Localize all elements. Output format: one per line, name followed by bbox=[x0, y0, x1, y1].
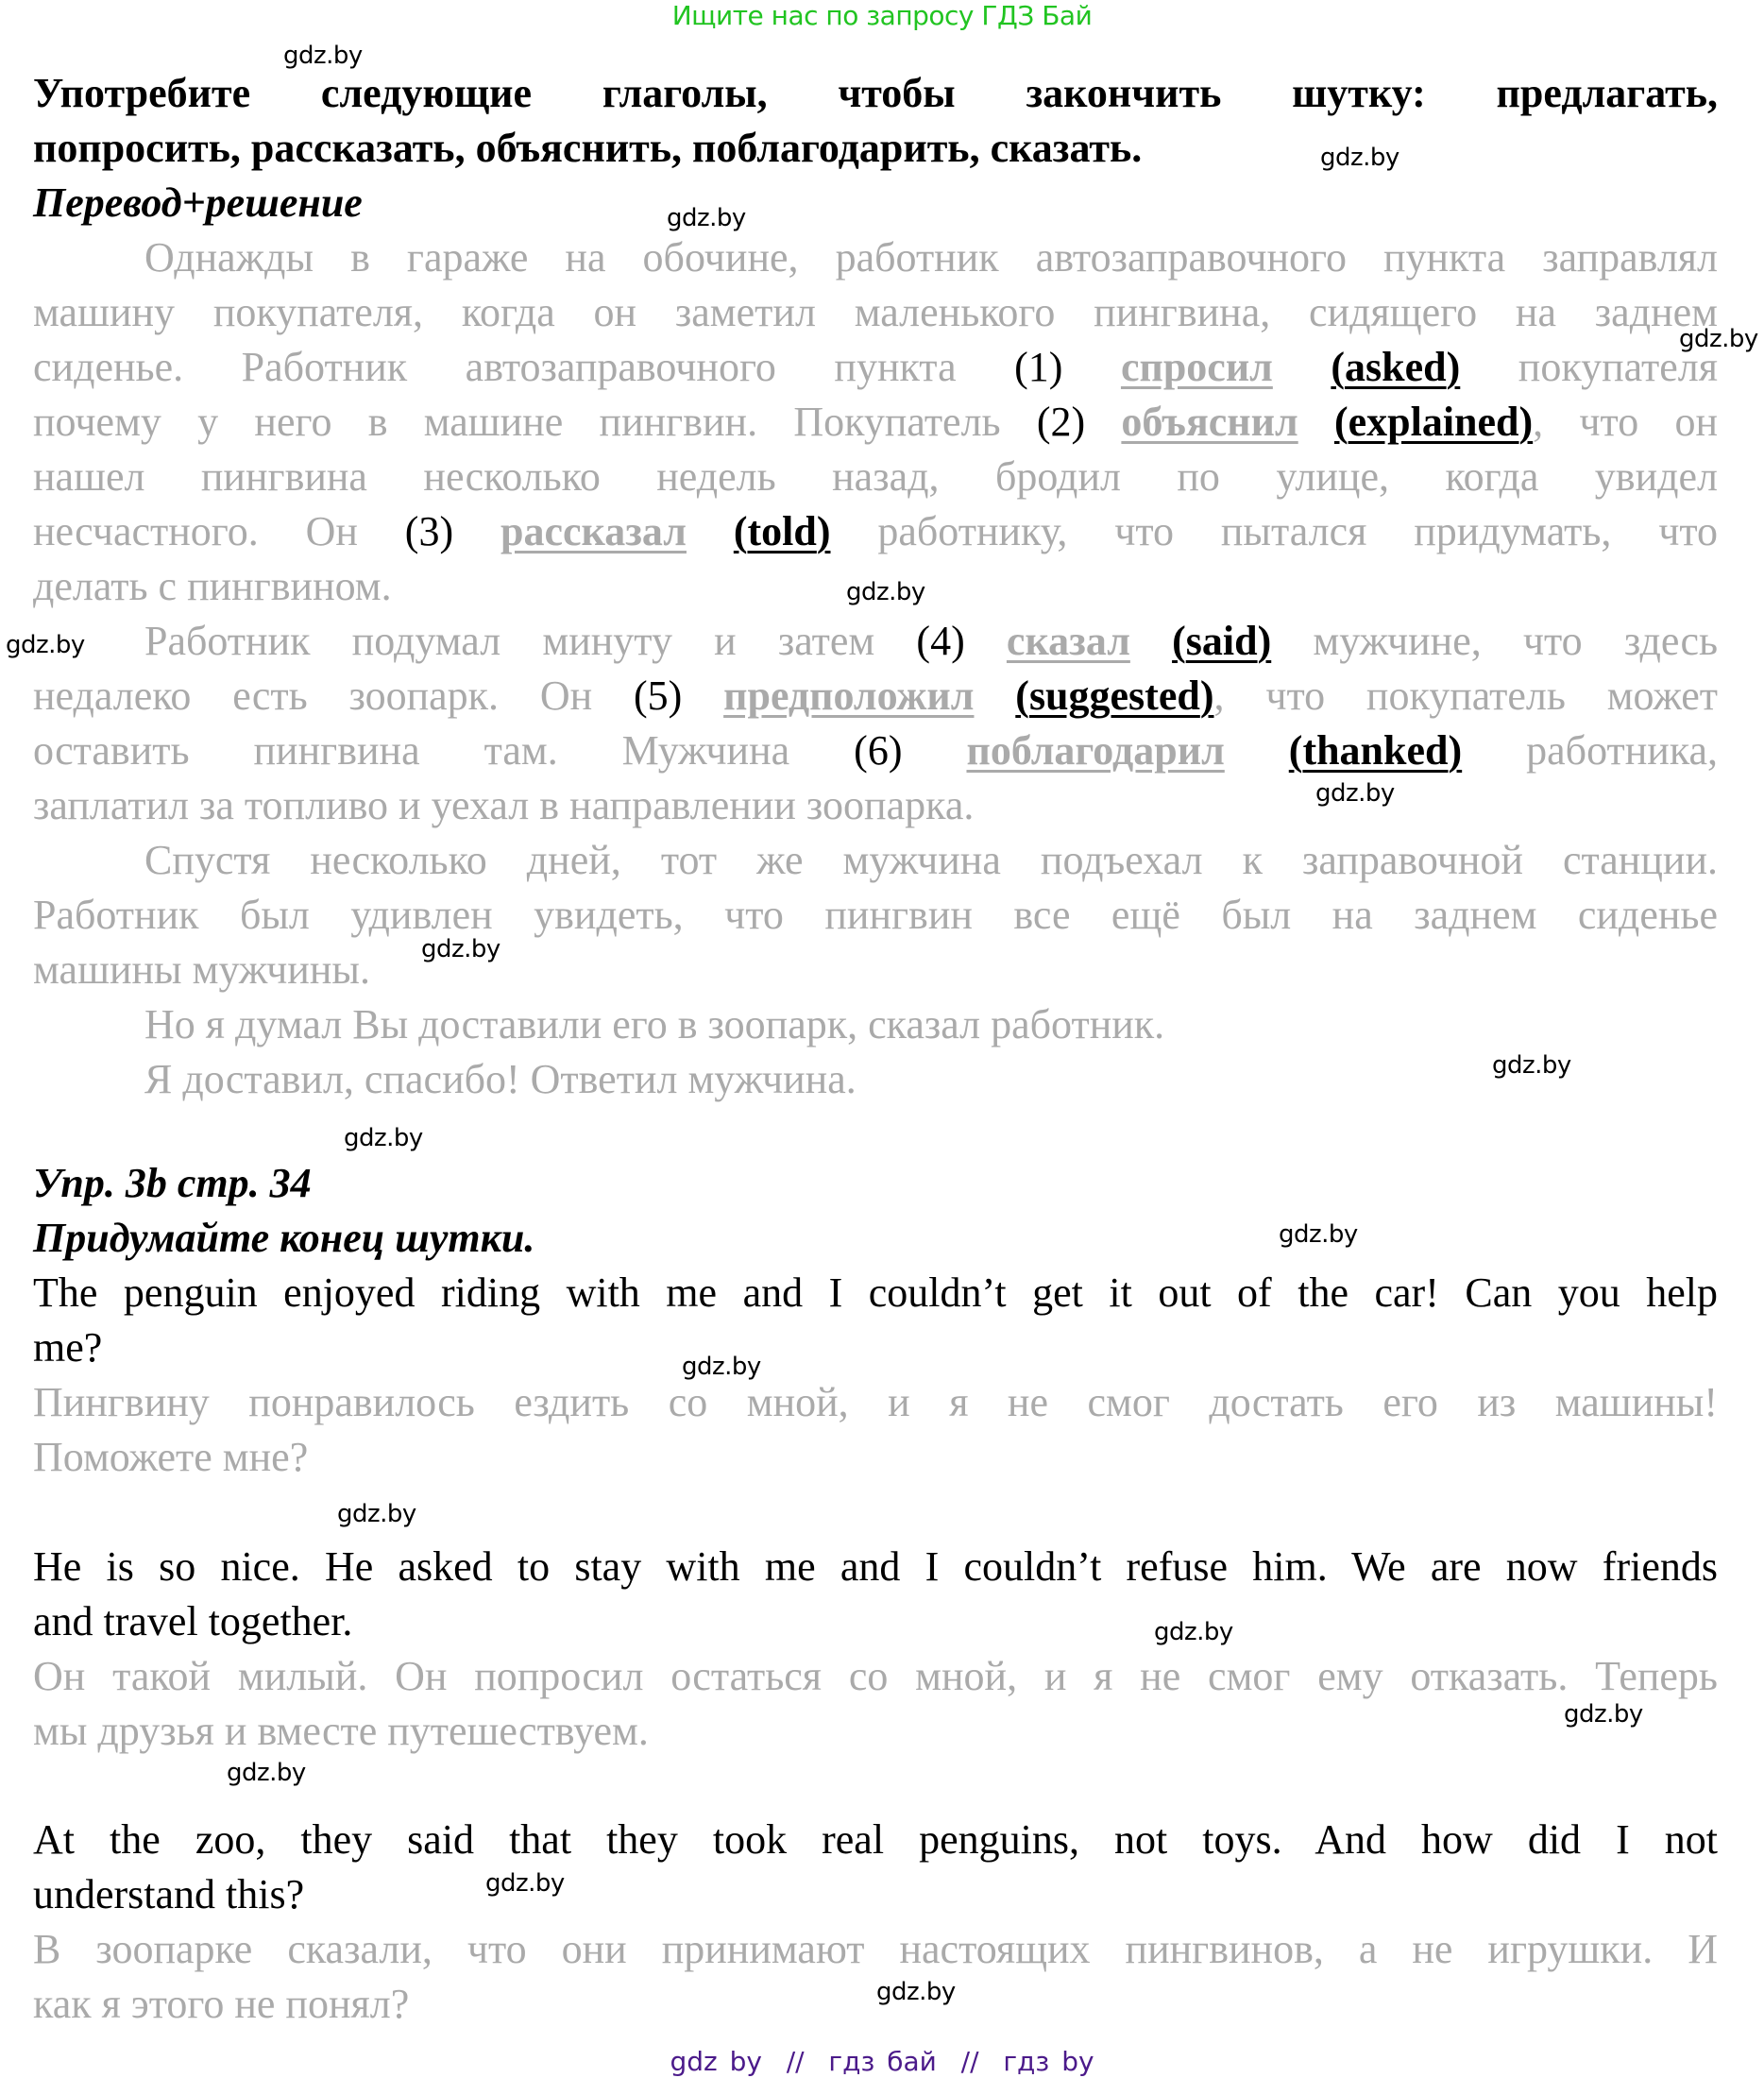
story-line: Но я думал Вы доставили его в зоопарк, сказал работник. bbox=[144, 1001, 1165, 1048]
story-line bbox=[33, 504, 1718, 559]
task-title-line-2: попросить, рассказать, объяснить, поблагодарить, сказать. bbox=[33, 125, 1143, 171]
answer-ru-line: Пингвину понравилось ездить со мной, и я не смог достать его из машины! bbox=[33, 1379, 1718, 1425]
answer-ru: спросил bbox=[1120, 344, 1273, 390]
watermark: gdz.by bbox=[283, 42, 363, 70]
blank-number: (4) bbox=[916, 618, 965, 664]
story-line bbox=[33, 724, 1718, 778]
watermark: gdz.by bbox=[667, 204, 746, 232]
story-line: нашел пингвина несколько недель назад, бродил по улице, когда увидел bbox=[33, 453, 1718, 500]
watermark: gdz.by bbox=[1492, 1051, 1571, 1080]
exercise-instruction: Придумайте конец шутки. bbox=[33, 1215, 535, 1261]
watermark: gdz.by bbox=[1154, 1618, 1233, 1646]
watermark: gdz.by bbox=[1564, 1700, 1643, 1729]
story-line: Однажды в гараже на обочине, работник автозаправочного пункта заправлял bbox=[144, 234, 1718, 281]
story-line: почему у него в машине пингвин. Покупатель (2) объяснил (explained), что он bbox=[33, 399, 1718, 445]
watermark: gdz.by bbox=[6, 631, 85, 659]
blank-number: (3) bbox=[404, 508, 454, 554]
watermark: gdz.by bbox=[1679, 325, 1758, 353]
answer-ru-line: Он такой милый. Он попросил остаться со мной, и я не смог ему отказать. Теперь bbox=[33, 1653, 1718, 1699]
watermark: gdz.by bbox=[227, 1759, 306, 1787]
answer-en: (thanked) bbox=[1288, 727, 1463, 774]
story-line: Я доставил, спасибо! Ответил мужчина. bbox=[144, 1056, 857, 1102]
answer-ru-line: В зоопарке сказали, что они принимают настоящих пингвинов, а не игрушки. И bbox=[33, 1926, 1718, 1972]
search-banner: Ищите нас по запросу ГДЗ Бай bbox=[671, 0, 1093, 31]
answer-en: (explained) bbox=[1333, 399, 1534, 445]
answer-ru: сказал bbox=[1006, 618, 1130, 664]
story-text: работника, bbox=[1526, 727, 1719, 774]
answer-ru-line: мы друзья и вместе путешествуем. bbox=[33, 1708, 649, 1754]
watermark: gdz.by bbox=[344, 1124, 423, 1152]
answer-en-line: The penguin enjoyed riding with me and I couldn’t get it out of the car! Can you help bbox=[33, 1269, 1718, 1316]
answer-en: (said) bbox=[1172, 618, 1272, 664]
watermark: gdz.by bbox=[876, 1978, 956, 2006]
answer-en-line: understand this? bbox=[33, 1871, 305, 1917]
story-text: недалеко есть зоопарк. Он bbox=[33, 673, 593, 719]
story-text: что покупатель может bbox=[1265, 673, 1719, 719]
story-text: сиденье. Работник автозаправочного пункта bbox=[33, 344, 957, 390]
story-line: заплатил за топливо и уехал в направлении зоопарка. bbox=[33, 782, 975, 828]
watermark: gdz.by bbox=[421, 935, 500, 963]
blank-number: (6) bbox=[854, 727, 903, 774]
watermark: gdz.by bbox=[1315, 779, 1395, 808]
story-line bbox=[33, 340, 1718, 395]
blank-number: (2) bbox=[1036, 399, 1086, 445]
story-text: несчастного. Он bbox=[33, 508, 358, 554]
watermark: gdz.by bbox=[1279, 1220, 1358, 1249]
story-text: оставить пингвина там. Мужчина bbox=[33, 727, 790, 774]
story-text: что он bbox=[1579, 399, 1718, 445]
blank-number: (1) bbox=[1014, 344, 1063, 390]
story-line: Работник был удивлен увидеть, что пингвин все ещё был на заднем сиденье bbox=[33, 892, 1718, 938]
story-text: работнику, что пытался придумать, что bbox=[877, 508, 1719, 554]
answer-ru-line: Поможете мне? bbox=[33, 1434, 309, 1480]
answer-ru: рассказал bbox=[500, 508, 687, 554]
answer-en-line: At the zoo, they said that they took real penguins, not toys. And how did I not bbox=[33, 1816, 1718, 1863]
footer-links: gdz by // гдз бай // гдз by bbox=[670, 2046, 1094, 2077]
answer-ru: предположил bbox=[723, 673, 975, 719]
answer-en-line: me? bbox=[33, 1324, 103, 1371]
answer-en: (told) bbox=[733, 508, 831, 554]
story-line bbox=[33, 614, 1718, 669]
answer-ru: объяснил bbox=[1121, 399, 1298, 445]
answer-en-line: and travel together. bbox=[33, 1598, 353, 1644]
answer-en-line: He is so nice. He asked to stay with me and I couldn’t refuse him. We are now friends bbox=[33, 1543, 1718, 1590]
answer-en: (asked) bbox=[1331, 344, 1461, 390]
answer-ru-line: как я этого не понял? bbox=[33, 1981, 410, 2027]
task-title-line-1: Употребите следующие глаголы, чтобы закончить шутку: предлагать, bbox=[33, 70, 1718, 116]
story-line: недалеко есть зоопарк. Он (5) предположил (suggested), что покупатель может bbox=[33, 673, 1719, 719]
story-text: почему у него в машине пингвин. Покупатель bbox=[33, 399, 1001, 445]
story-text: покупателя bbox=[1518, 344, 1718, 390]
story-line: машину покупателя, когда он заметил маленького пингвина, сидящего на заднем bbox=[33, 289, 1718, 335]
watermark: gdz.by bbox=[846, 578, 925, 606]
story-text: Работник подумал минуту и затем bbox=[144, 618, 875, 664]
story-text: мужчине, что здесь bbox=[1313, 618, 1719, 664]
watermark: gdz.by bbox=[337, 1500, 416, 1528]
watermark: gdz.by bbox=[485, 1869, 565, 1898]
story-line: машины мужчины. bbox=[33, 946, 370, 993]
section-label: Перевод+решение bbox=[33, 179, 363, 226]
answer-en: (suggested) bbox=[1015, 673, 1214, 719]
answer-ru: поблагодарил bbox=[966, 727, 1225, 774]
watermark: gdz.by bbox=[682, 1353, 761, 1381]
story-line: делать с пингвином. bbox=[33, 563, 392, 609]
story-line: Спустя несколько дней, тот же мужчина подъехал к заправочной станции. bbox=[144, 837, 1718, 883]
blank-number: (5) bbox=[634, 673, 683, 719]
exercise-title: Упр. 3b стр. 34 bbox=[33, 1160, 312, 1206]
watermark: gdz.by bbox=[1320, 144, 1399, 172]
